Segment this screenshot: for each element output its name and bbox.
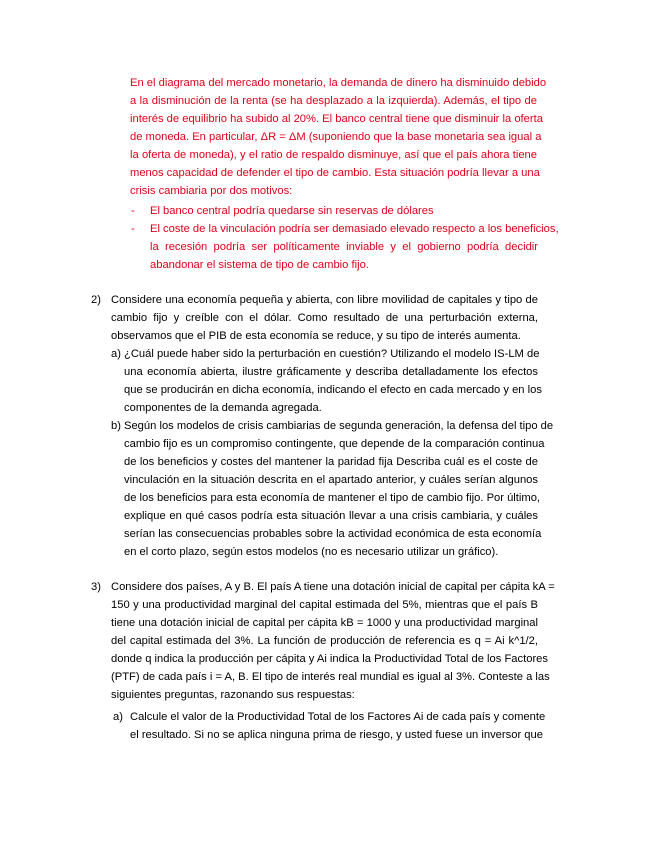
question-2b-line: Según los modelos de crisis cambiarias de segunda generación, la defensa del tipo de (124, 420, 554, 432)
answer-bullet-1: El banco central podría quedarse sin reservas de dólares (150, 205, 434, 217)
question-2b-line: vinculación en la situación descrita en el apartado anterior, y cuáles serían algunos (124, 474, 538, 486)
question-2b-line: serían las consecuencias probables sobre la actividad económica de esta economía (124, 528, 542, 540)
question-2a-line: una economía abierta, ilustre gráficamente y describa detalladamente los efectos (124, 366, 538, 378)
answer-line: crisis cambiaria por dos motivos: (130, 185, 293, 197)
answer-line: interés de equilibrio ha subido al 20%. El banco central tiene que disminuir la oferta (130, 113, 543, 125)
question-3-line: del capital estimada del 3%. La función de producción de referencia es q = Ai k^1/2, (111, 635, 538, 647)
question-3-line: 150 y una productividad marginal del capital estimada del 5%, mientras que el país B (111, 599, 538, 611)
item-label: a) (113, 711, 123, 723)
answer-bullet-2-line: la recesión podría ser políticamente inviable y el gobierno podría decidir (150, 241, 538, 253)
question-3-line: tiene una dotación inicial de capital per cápita kB = 1000 y una productividad marginal (111, 617, 538, 629)
answer-line: la oferta de moneda), y el ratio de respaldo disminuye, así que el país ahora tiene (130, 149, 537, 161)
question-number: 3) (91, 581, 101, 593)
item-label: b) (111, 420, 121, 432)
question-3-line: Considere dos países, A y B. El país A tiene una dotación inicial de capital per cápita kA = (111, 581, 555, 593)
question-2b-line: explique en qué casos podría esta situación llevar a una crisis cambiaria, y cuáles (124, 510, 538, 522)
question-2-line: observamos que el PIB de esta economía se reduce, y su tipo de interés aumenta. (111, 330, 521, 342)
answer-line: a la disminución de la renta (se ha desplazado a la izquierda). Además, el tipo de (130, 95, 537, 107)
answer-bullet-2-line: El coste de la vinculación podría ser demasiado elevado respecto a los beneficios, (150, 223, 559, 235)
question-2-line: cambio fijo y creíble con el dólar. Como resultado de una perturbación externa, (111, 312, 538, 324)
item-label: a) (111, 348, 121, 360)
question-3-line: donde q indica la producción per cápita y Ai indica la Productividad Total de los Factores (111, 653, 548, 665)
answer-line: menos capacidad de defender el tipo de cambio. Esta situación podría llevar a una (130, 167, 540, 179)
question-2a-line: que se producirán en dicha economía, indicando el efecto en cada mercado y en los (124, 384, 542, 396)
bullet-marker: - (131, 205, 135, 217)
question-2b-line: de los beneficios para esta economía de mantener el tipo de cambio fijo. Por último, (124, 492, 541, 504)
question-2b-line: de los beneficios y costes del mantener la paridad fija Describa cuál es el coste de (124, 456, 538, 468)
answer-line: En el diagrama del mercado monetario, la demanda de dinero ha disminuido debido (130, 77, 547, 89)
answer-line: de moneda. En particular, ΔR = ΔM (suponiendo que la base monetaria sea igual a (130, 131, 542, 143)
question-2a-line: ¿Cuál puede haber sido la perturbación en cuestión? Utilizando el modelo IS-LM de (124, 348, 540, 360)
question-2b-line: cambio fijo es un compromiso contingente, que depende de la comparación continua (124, 438, 545, 450)
question-3a-line: Calcule el valor de la Productividad Total de los Factores Ai de cada país y comente (130, 711, 546, 723)
question-3-line: siguientes preguntas, razonando sus respuestas: (111, 689, 355, 701)
question-2b-line: en el corto plazo, según estos modelos (no es necesario utilizar un gráfico). (124, 546, 499, 558)
answer-bullet-2-line: abandonar el sistema de tipo de cambio fijo. (150, 259, 369, 271)
question-2-line: Considere una economía pequeña y abierta, con libre movilidad de capitales y tipo de (111, 294, 538, 306)
bullet-marker: - (131, 223, 135, 235)
question-number: 2) (91, 294, 101, 306)
question-2a-line: componentes de la demanda agregada. (124, 402, 322, 414)
question-3a-line: el resultado. Si no se aplica ninguna prima de riesgo, y usted fuese un inversor que (130, 729, 543, 741)
question-3-line: (PTF) de cada país i = A, B. El tipo de interés real mundial es igual al 3%. Conteste a las (111, 671, 550, 683)
